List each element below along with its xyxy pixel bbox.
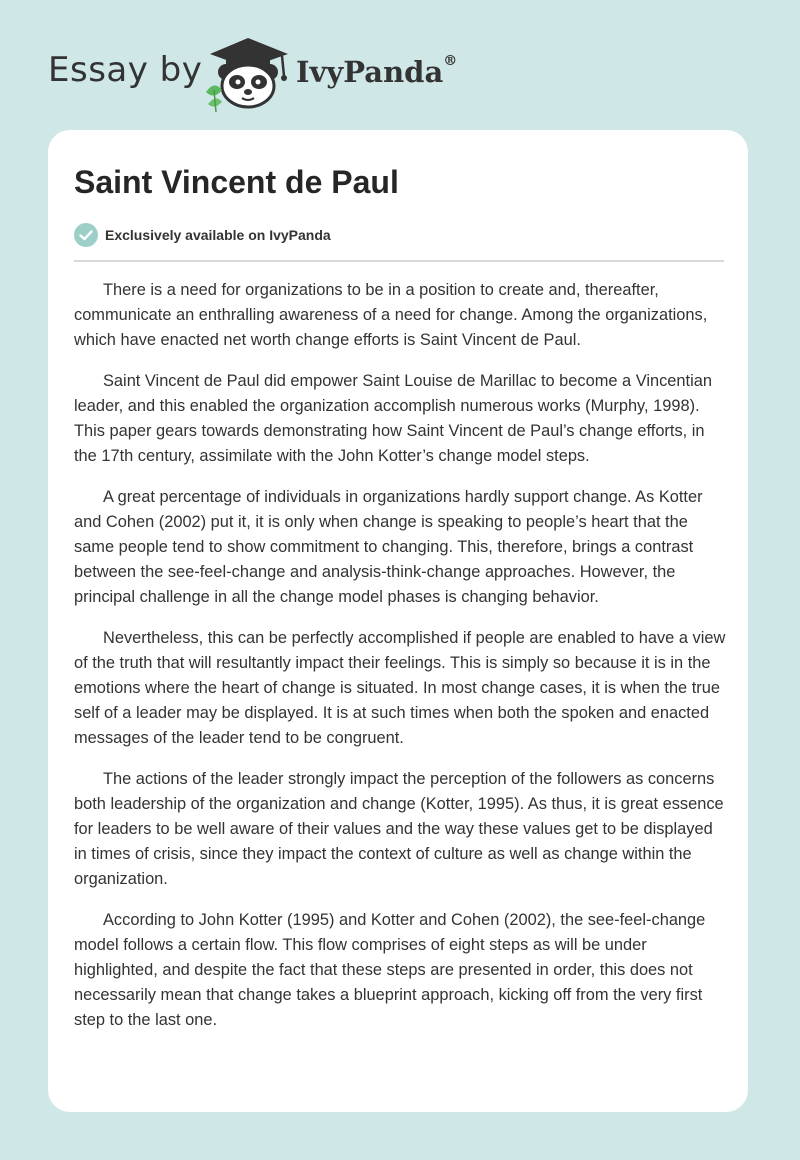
brand-text: IvyPanda — [296, 55, 444, 89]
paragraph: Saint Vincent de Paul did empower Saint Louise de Marillac to become a Vincentian leader, and this enabled the organization accomplish numerous works (Murphy, 1998). This paper gears towards demonstrating how Saint Vincent de Paul’s change efforts, in the 17th century, assimilate with the John Kotter’s change model steps. — [74, 372, 712, 465]
exclusive-badge-text: Exclusively available on IvyPanda — [105, 227, 331, 243]
site-header — [0, 0, 800, 120]
panda-graduate-icon[interactable] — [200, 32, 300, 112]
essay-by-label: Essay by — [48, 50, 203, 90]
paragraph: The actions of the leader strongly impact the perception of the followers as concerns both leadership of the organization and change (Kotter, 1995). As thus, it is great essence for leaders to be well aware of their values and the way these values get to be displayed in times of crisis, since they impact the context of culture as well as change within the organization. — [74, 770, 724, 888]
paragraph: A great percentage of individuals in organizations hardly support change. As Kotter and Cohen (2002) put it, it is only when change is speaking to people’s heart that the same people tend to show commitment to changing. This, therefore, brings a contrast between the see-feel-change and analysis-think-change approaches. However, the principal challenge in all the change model phases is changing behavior. — [74, 488, 703, 606]
paragraph: Nevertheless, this can be perfectly accomplished if people are enabled to have a view of the truth that will resultantly impact their feelings. This is simply so because it is in the emotions where the heart of change is situated. In most change cases, it is when the true self of a leader may be displayed. It is at such times when both the spoken and enacted messages of the leader tend to be congruent. — [74, 629, 726, 747]
brand-name[interactable] — [296, 55, 457, 89]
title-divider — [74, 260, 724, 262]
article-body — [74, 278, 728, 1049]
paragraph: According to John Kotter (1995) and Kotter and Cohen (2002), the see-feel-change model follows a certain flow. This flow comprises of eight steps as will be under highlighted, and despite the fact that these steps are presented in order, this does not necessarily mean that change takes a blueprint approach, kicking off from the very first step to the last one. — [74, 911, 706, 1029]
paragraph: There is a need for organizations to be in a position to create and, thereafter, communicate an enthralling awareness of a need for change. Among the organizations, which have enacted net worth change efforts is Saint Vincent de Paul. — [74, 281, 708, 349]
exclusive-badge — [74, 222, 331, 248]
check-circle-icon — [74, 223, 98, 247]
page-title: Saint Vincent de Paul — [74, 164, 399, 200]
article-card — [48, 130, 748, 1112]
registered-mark: ® — [443, 53, 458, 69]
